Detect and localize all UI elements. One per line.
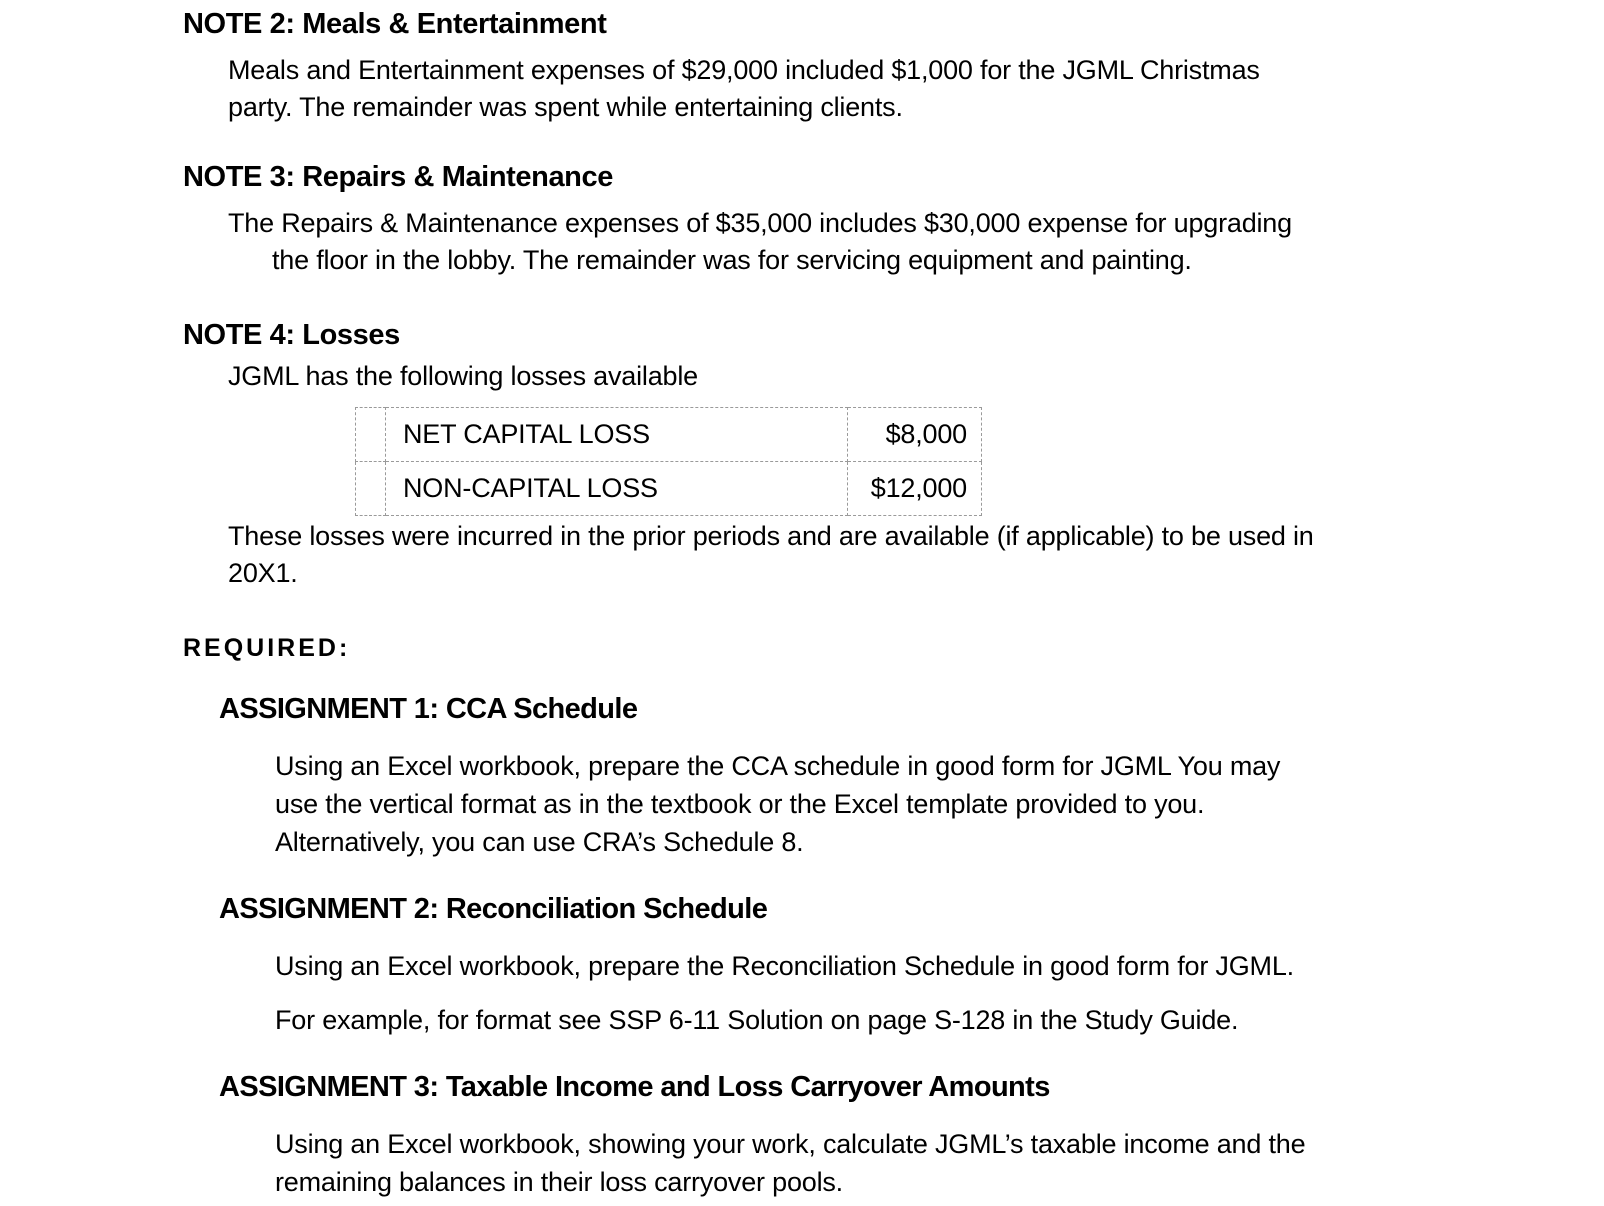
note-4-heading: NOTE 4: Losses [183,319,400,351]
required-label: REQUIRED: [183,634,351,662]
assignment-2-line-2: For example, for format see SSP 6-11 Solution on page S-128 in the Study Guide. [275,1005,1239,1035]
losses-row-1-label: NET CAPITAL LOSS [386,408,848,462]
note-2-heading: NOTE 2: Meals & Entertainment [183,8,607,40]
assignment-2-heading: ASSIGNMENT 2: Reconciliation Schedule [219,893,768,925]
losses-row-2-spacer-cell [356,462,386,516]
assignment-1-paragraph [275,747,1604,861]
assignment-3-line-2: remaining balances in their loss carryover pools. [275,1167,843,1197]
losses-row-1-amount: $8,000 [848,408,982,462]
note-3-paragraph [228,205,1604,279]
losses-row-2-label: NON-CAPITAL LOSS [386,462,848,516]
note-4-outro-line-1: These losses were incurred in the prior periods and are available (if applicable) to be used in [228,521,1314,551]
table-row [356,408,982,462]
note-3-line-2: the floor in the lobby. The remainder was for servicing equipment and painting. [272,245,1192,275]
note-3-line-1: The Repairs & Maintenance expenses of $35,000 includes $30,000 expense for upgrading [228,208,1292,238]
table-row [356,462,982,516]
note-3-heading: NOTE 3: Repairs & Maintenance [183,161,613,193]
assignment-1-heading: ASSIGNMENT 1: CCA Schedule [219,693,638,725]
losses-row-2-amount: $12,000 [848,462,982,516]
assignment-1-line-2: use the vertical format as in the textbook or the Excel template provided to you. [275,789,1205,819]
losses-row-1-spacer-cell [356,408,386,462]
assignment-2-line-1: Using an Excel workbook, prepare the Reconciliation Schedule in good form for JGML. [275,951,1294,981]
losses-table [355,407,982,516]
note-2-line-1: Meals and Entertainment expenses of $29,000 included $1,000 for the JGML Christmas [228,55,1260,85]
assignment-1-line-1: Using an Excel workbook, prepare the CCA schedule in good form for JGML You may [275,751,1281,781]
note-2-line-2: party. The remainder was spent while entertaining clients. [228,92,903,122]
assignment-1-line-3: Alternatively, you can use CRA’s Schedule 8. [275,827,804,857]
note-4-outro [228,518,1604,592]
note-4-intro-line: JGML has the following losses available [228,361,698,391]
assignment-3-paragraph [275,1125,1604,1201]
assignment-2-paragraph-2 [275,1001,1604,1039]
note-4-outro-line-2: 20X1. [228,558,298,588]
note-2-paragraph [228,52,1604,126]
assignment-2-paragraph-1 [275,947,1604,985]
assignment-3-heading: ASSIGNMENT 3: Taxable Income and Loss Carryover Amounts [219,1071,1050,1103]
assignment-3-line-1: Using an Excel workbook, showing your work, calculate JGML’s taxable income and the [275,1129,1306,1159]
note-4-intro [228,358,1604,395]
